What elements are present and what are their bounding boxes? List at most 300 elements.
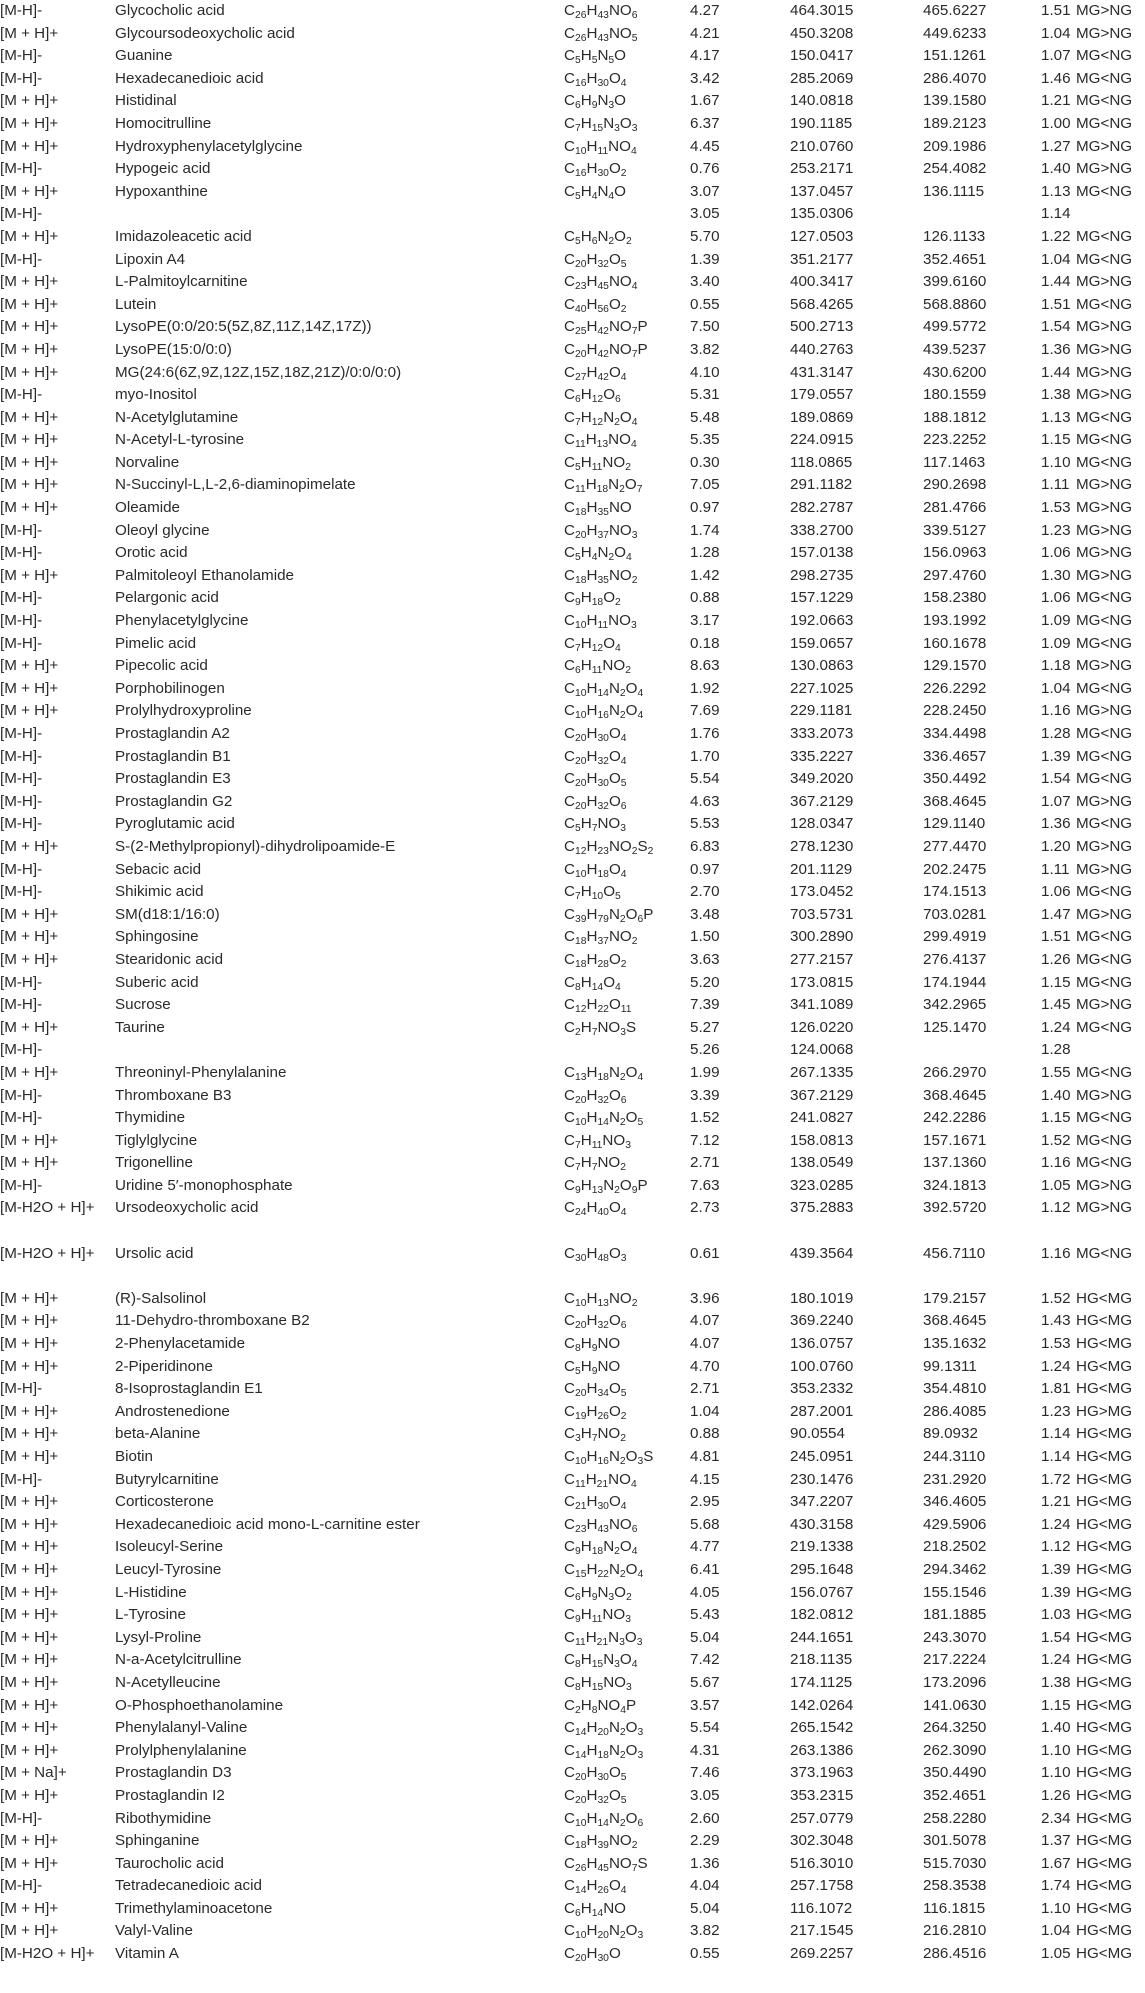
ion-cell: [M + H]+ (0, 273, 59, 291)
retention-time: 4.10 (690, 363, 720, 381)
retention-time: 0.88 (690, 589, 720, 607)
mz-value: 440.2763 (790, 340, 854, 358)
mz-value: 124.0068 (790, 1041, 854, 1059)
comparison: MG>NG (1076, 996, 1133, 1014)
formula-cell: $C_{20}H_{34}O_5$ (564, 1380, 627, 1400)
formula-cell: $C_7H_{11}NO_3$ (564, 1131, 631, 1151)
formula-cell: $C_{10}H_{11}NO_3$ (564, 612, 637, 631)
table-row (0, 520, 1145, 543)
formula-cell: $C_6H_9N_3O$ (564, 92, 626, 112)
comparison: MG<NG (1076, 295, 1133, 313)
mz-value: 439.3564 (790, 1244, 854, 1262)
mass-value: 352.4651 (923, 250, 987, 268)
retention-time: 3.63 (690, 950, 720, 968)
mass-value: 286.4085 (923, 1402, 987, 1420)
fold-change: 1.45 (1041, 996, 1071, 1014)
comparison: MG<NG (1076, 1154, 1133, 1172)
comparison: MG>NG (1076, 137, 1133, 155)
table-row (0, 700, 1145, 723)
comparison: HG<MG (1076, 1673, 1133, 1691)
fold-change: 1.40 (1041, 1086, 1071, 1104)
formula-cell: $C_{16}H_{30}O_4$ (564, 69, 627, 89)
formula-cell: $C_9H_{13}N_2O_9P$ (564, 1176, 648, 1196)
fold-change: 1.10 (1041, 1764, 1071, 1782)
table-row (0, 791, 1145, 814)
formula-cell: $C_7H_7NO_2$ (564, 1154, 626, 1174)
retention-time: 2.71 (690, 1380, 720, 1398)
fold-change: 1.23 (1041, 521, 1071, 539)
ion-cell: [M + H]+ (0, 1402, 59, 1420)
fold-change: 1.54 (1041, 770, 1071, 788)
mz-value: 277.2157 (790, 950, 854, 968)
mz-value: 300.2890 (790, 928, 854, 946)
ion-cell: [M + H]+ (0, 476, 59, 494)
mass-value: 368.4645 (923, 792, 987, 810)
ion-cell: [M-H]- (0, 1809, 43, 1827)
comparison: MG>NG (1076, 657, 1133, 675)
ion-cell: [M-H]- (0, 747, 43, 765)
metabolite-name: Trimethylaminoacetone (115, 1899, 273, 1917)
ion-cell: [M-H]- (0, 589, 43, 607)
comparison: MG>NG (1076, 160, 1133, 178)
mass-value: 179.2157 (923, 1289, 987, 1307)
comparison: MG>NG (1076, 386, 1133, 404)
mz-value: 159.0657 (790, 634, 854, 652)
mass-value: 231.2920 (923, 1470, 987, 1488)
mass-value: 125.1470 (923, 1018, 987, 1036)
mass-value: 126.1133 (923, 227, 986, 245)
fold-change: 1.04 (1041, 1922, 1071, 1940)
mass-value: 299.4919 (923, 928, 987, 946)
fold-change: 1.09 (1041, 634, 1071, 652)
mass-value: 181.1885 (923, 1606, 987, 1624)
retention-time: 3.57 (690, 1696, 720, 1714)
table-row (0, 1649, 1145, 1672)
retention-time: 4.05 (690, 1583, 720, 1601)
mz-value: 180.1019 (790, 1289, 854, 1307)
retention-time: 4.81 (690, 1448, 720, 1465)
fold-change: 1.10 (1041, 453, 1071, 471)
retention-time: 6.37 (690, 114, 720, 132)
retention-time: 4.07 (690, 1312, 720, 1330)
mz-value: 353.2315 (790, 1786, 854, 1804)
retention-time: 4.15 (690, 1470, 720, 1488)
table-row (0, 1062, 1145, 1085)
formula-cell: $C_7H_{10}O_5$ (564, 883, 621, 903)
fold-change: 1.10 (1041, 1741, 1071, 1759)
retention-time: 0.76 (690, 160, 720, 178)
comparison: HG<MG (1076, 1515, 1133, 1533)
comparison: MG>NG (1076, 363, 1133, 381)
comparison: HG<MG (1076, 1899, 1133, 1917)
ion-cell: [M-H]- (0, 1176, 43, 1194)
fold-change: 1.07 (1041, 792, 1071, 810)
retention-time: 4.45 (690, 137, 720, 155)
mass-value: 188.1812 (923, 408, 987, 426)
retention-time: 1.50 (690, 928, 720, 946)
metabolite-name: Butyrylcarnitine (115, 1470, 219, 1488)
fold-change: 1.28 (1041, 1041, 1071, 1059)
table-row (0, 1785, 1145, 1808)
mass-value: 157.1671 (923, 1131, 987, 1149)
ion-cell: [M + H]+ (0, 1560, 59, 1578)
ion-cell: [M + H]+ (0, 92, 59, 110)
comparison: MG<NG (1076, 883, 1133, 901)
retention-time: 5.43 (690, 1606, 720, 1624)
ion-cell: [M-H]- (0, 860, 43, 878)
table-row (0, 136, 1145, 159)
retention-time: 7.50 (690, 318, 720, 336)
mass-value: 258.2280 (923, 1809, 987, 1827)
mz-value: 351.2177 (790, 250, 854, 268)
mz-value: 179.0557 (790, 386, 854, 404)
ion-cell: [M-H2O + H]+ (0, 1244, 95, 1262)
table-row (0, 316, 1145, 339)
table-row (0, 384, 1145, 407)
fold-change: 1.23 (1041, 1402, 1071, 1420)
fold-change: 1.06 (1041, 544, 1071, 562)
fold-change: 1.06 (1041, 883, 1071, 901)
ion-cell: [M + H]+ (0, 679, 59, 697)
retention-time: 3.48 (690, 905, 720, 923)
comparison: MG>NG (1076, 24, 1133, 42)
mz-value: 269.2257 (790, 1945, 854, 1963)
ion-cell: [M + H]+ (0, 137, 59, 155)
formula-cell: $C_{10}H_{14}N_2O_5$ (564, 1109, 644, 1128)
mass-value: 350.4490 (923, 1764, 987, 1782)
comparison: MG<NG (1076, 679, 1133, 697)
mz-value: 227.1025 (790, 679, 854, 697)
formula-cell: $C_{26}H_{43}NO_6$ (564, 2, 638, 21)
mass-value: 281.4766 (923, 499, 987, 517)
formula-cell: $C_{20}H_{32}O_5$ (564, 1786, 627, 1806)
mz-value: 137.0457 (790, 182, 854, 200)
mass-value: 129.1140 (923, 815, 986, 833)
fold-change: 1.11 (1041, 860, 1070, 878)
formula-cell: $C_8H_{14}O_4$ (564, 973, 621, 993)
mass-value: 368.4645 (923, 1086, 987, 1104)
ion-cell: [M + H]+ (0, 1854, 59, 1872)
comparison: HG<MG (1076, 1493, 1133, 1511)
table-row (0, 1130, 1145, 1153)
formula-cell: $C_{20}H_{32}O_6$ (564, 792, 627, 812)
ion-cell: [M + H]+ (0, 1063, 59, 1081)
retention-time: 1.74 (690, 521, 720, 539)
mz-value: 400.3417 (790, 273, 854, 291)
table-row (0, 1875, 1145, 1898)
formula-cell: $C_3H_7NO_2$ (564, 1425, 626, 1445)
formula-cell: $C_6H_{12}O_6$ (564, 386, 621, 405)
fold-change: 1.15 (1041, 973, 1071, 991)
mass-value: 174.1944 (923, 973, 987, 991)
mz-value: 241.0827 (790, 1109, 854, 1127)
mz-value: 369.2240 (790, 1312, 854, 1330)
metabolite-name: Valyl-Valine (115, 1922, 193, 1940)
formula-cell: $C_7H_{12}N_2O_4$ (564, 408, 638, 428)
comparison: MG<NG (1076, 453, 1133, 471)
fold-change: 1.15 (1041, 1109, 1071, 1127)
ion-cell: [M-H]- (0, 996, 43, 1014)
table-row (0, 1672, 1145, 1695)
mass-value: 209.1986 (923, 137, 987, 155)
metabolite-name: 11-Dehydro-thromboxane B2 (115, 1312, 310, 1330)
fold-change: 1.44 (1041, 363, 1071, 381)
metabolite-name: beta-Alanine (115, 1425, 201, 1443)
comparison: HG>MG (1076, 1402, 1133, 1420)
formula-cell: $C_{11}H_{18}N_2O_7$ (564, 476, 643, 496)
retention-time: 1.04 (690, 1402, 720, 1420)
table-row (0, 1310, 1145, 1333)
comparison: MG>NG (1076, 702, 1133, 720)
table-row (0, 1830, 1145, 1853)
metabolite-name: Hydroxyphenylacetylglycine (115, 137, 303, 155)
comparison: MG>NG (1076, 2, 1133, 19)
mass-value: 218.2502 (923, 1538, 987, 1556)
table-row (0, 181, 1145, 204)
mass-value: 465.6227 (923, 2, 987, 19)
mz-value: 173.0815 (790, 973, 854, 991)
formula-cell: $C_8H_{15}N_3O_4$ (564, 1651, 638, 1671)
retention-time: 2.70 (690, 883, 720, 901)
fold-change: 1.52 (1041, 1131, 1071, 1149)
fold-change: 1.13 (1041, 408, 1071, 426)
mz-value: 229.1181 (790, 702, 853, 720)
ion-cell: [M + H]+ (0, 1131, 59, 1149)
comparison: HG<MG (1076, 1289, 1133, 1307)
metabolite-name: Hypoxanthine (115, 182, 208, 200)
retention-time: 7.12 (690, 1131, 720, 1149)
formula-cell: $C_{20}H_{32}O_6$ (564, 1312, 627, 1332)
mass-value: 290.2698 (923, 476, 987, 494)
retention-time: 1.70 (690, 747, 720, 765)
ion-cell: [M + H]+ (0, 363, 59, 381)
formula-cell: $C_{24}H_{40}O_4$ (564, 1199, 627, 1219)
ion-cell: [M-H]- (0, 160, 43, 178)
formula-cell: $C_{30}H_{48}O_3$ (564, 1244, 627, 1264)
fold-change: 1.39 (1041, 747, 1071, 765)
mass-value: 324.1813 (923, 1176, 987, 1194)
mass-value: 368.4645 (923, 1312, 987, 1330)
metabolite-name: LysoPE(0:0/20:5(5Z,8Z,11Z,14Z,17Z)) (115, 318, 372, 336)
table-row (0, 1604, 1145, 1627)
fold-change: 1.51 (1041, 928, 1071, 946)
mass-value: 286.4070 (923, 69, 987, 87)
retention-time: 4.70 (690, 1357, 720, 1375)
formula-cell: $C_5H_9NO$ (564, 1357, 621, 1377)
comparison: MG>NG (1076, 521, 1133, 539)
comparison: MG<NG (1076, 1131, 1133, 1149)
fold-change: 1.16 (1041, 702, 1071, 720)
ion-cell: [M + H]+ (0, 408, 59, 426)
comparison: HG<MG (1076, 1922, 1133, 1940)
metabolite-name: Imidazoleacetic acid (115, 227, 252, 245)
fold-change: 1.39 (1041, 1583, 1071, 1601)
fold-change: 1.11 (1041, 476, 1070, 494)
table-row (0, 1695, 1145, 1718)
retention-time: 5.35 (690, 431, 720, 449)
fold-change: 1.24 (1041, 1651, 1071, 1669)
mz-value: 218.1135 (790, 1651, 853, 1669)
table-row (0, 90, 1145, 113)
metabolite-name: Pelargonic acid (115, 589, 219, 607)
fold-change: 1.04 (1041, 24, 1071, 42)
ion-cell: [M + H]+ (0, 702, 59, 720)
mass-value: 244.3110 (923, 1448, 986, 1465)
comparison: MG>NG (1076, 318, 1133, 336)
mz-value: 173.0452 (790, 883, 854, 901)
metabolite-name: Sebacic acid (115, 860, 202, 878)
metabolite-name: Thromboxane B3 (115, 1086, 232, 1104)
mz-value: 323.0285 (790, 1176, 854, 1194)
formula-cell: $C_{20}H_{30}O_5$ (564, 770, 627, 790)
comparison: HG<MG (1076, 1606, 1133, 1624)
fold-change: 2.34 (1041, 1809, 1071, 1827)
comparison: MG>NG (1076, 792, 1133, 810)
comparison: HG<MG (1076, 1651, 1133, 1669)
metabolite-name: 2-Piperidinone (115, 1357, 213, 1375)
metabolite-name: Androstenedione (115, 1402, 230, 1420)
fold-change: 1.55 (1041, 1063, 1071, 1081)
table-row (0, 1943, 1145, 1988)
comparison: MG<NG (1076, 1109, 1133, 1127)
fold-change: 1.38 (1041, 1673, 1071, 1691)
retention-time: 7.46 (690, 1764, 720, 1782)
table-row (0, 723, 1145, 746)
fold-change: 1.06 (1041, 589, 1071, 607)
table-row (0, 1559, 1145, 1582)
comparison: MG<NG (1076, 1018, 1133, 1036)
fold-change: 1.07 (1041, 47, 1071, 65)
ion-cell: [M + H]+ (0, 950, 59, 968)
fold-change: 1.15 (1041, 431, 1071, 449)
ion-cell: [M + H]+ (0, 1628, 59, 1646)
table-row (0, 1243, 1145, 1288)
metabolite-name: N-Acetylleucine (115, 1673, 221, 1691)
comparison: MG>NG (1076, 544, 1133, 562)
fold-change: 1.54 (1041, 318, 1071, 336)
table-row (0, 362, 1145, 385)
comparison: MG>NG (1076, 1199, 1133, 1217)
fold-change: 1.16 (1041, 1244, 1071, 1262)
comparison: MG>NG (1076, 566, 1133, 584)
comparison: MG<NG (1076, 431, 1133, 449)
mz-value: 230.1476 (790, 1470, 854, 1488)
table-row (0, 1107, 1145, 1130)
fold-change: 1.74 (1041, 1877, 1071, 1895)
fold-change: 1.15 (1041, 1696, 1071, 1714)
formula-cell: $C_{26}H_{43}NO_5$ (564, 24, 638, 44)
retention-time: 5.04 (690, 1628, 720, 1646)
fold-change: 1.21 (1041, 1493, 1071, 1511)
table-row (0, 339, 1145, 362)
metabolite-name: Phenylalanyl-Valine (115, 1719, 248, 1737)
metabolite-name: Sphinganine (115, 1832, 200, 1850)
mass-value: 226.2292 (923, 679, 987, 697)
mz-value: 201.1129 (790, 860, 853, 878)
metabolite-name: Prolylphenylalanine (115, 1741, 247, 1759)
formula-cell: $C_9H_{18}O_2$ (564, 589, 621, 609)
fold-change: 1.21 (1041, 92, 1071, 110)
mz-value: 287.2001 (790, 1402, 854, 1420)
formula-cell: $C_{11}H_{13}NO_4$ (564, 431, 637, 451)
mass-value: 141.0630 (923, 1696, 987, 1714)
comparison: MG<NG (1076, 250, 1133, 268)
retention-time: 7.05 (690, 476, 720, 494)
retention-time: 4.27 (690, 2, 720, 19)
retention-time: 4.63 (690, 792, 720, 810)
table-row (0, 68, 1145, 91)
mz-value: 253.2171 (790, 160, 854, 178)
ion-cell: [M + H]+ (0, 928, 59, 946)
ion-cell: [M + Na]+ (0, 1764, 67, 1782)
formula-cell: $C_6H_9N_3O_2$ (564, 1583, 632, 1603)
formula-cell: $C_{10}H_{14}N_2O_6$ (564, 1809, 644, 1829)
mz-value: 90.0554 (790, 1425, 845, 1443)
ion-cell: [M-H]- (0, 770, 43, 788)
formula-cell: $C_5H_4N_4O$ (564, 182, 626, 202)
fold-change: 1.81 (1041, 1380, 1071, 1398)
metabolite-name: Lutein (115, 295, 157, 313)
mz-value: 138.0549 (790, 1154, 854, 1172)
formula-cell: $C_{21}H_{30}O_4$ (564, 1493, 627, 1513)
table-row (0, 249, 1145, 272)
fold-change: 1.36 (1041, 340, 1071, 358)
table-row (0, 1536, 1145, 1559)
comparison: MG<NG (1076, 92, 1133, 110)
mz-value: 341.1089 (790, 996, 854, 1014)
table-row (0, 542, 1145, 565)
comparison: HG<MG (1076, 1357, 1133, 1375)
table-row (0, 271, 1145, 294)
mz-value: 367.2129 (790, 1086, 854, 1104)
retention-time: 0.97 (690, 860, 720, 878)
mz-value: 150.0417 (790, 47, 854, 65)
retention-time: 3.39 (690, 1086, 720, 1104)
table-row (0, 294, 1145, 317)
formula-cell: $C_8H_{15}NO_3$ (564, 1673, 632, 1693)
fold-change: 1.10 (1041, 1899, 1071, 1917)
fold-change: 1.05 (1041, 1945, 1071, 1963)
retention-time: 2.29 (690, 1832, 720, 1850)
metabolite-name: Trigonelline (115, 1154, 193, 1172)
fold-change: 1.39 (1041, 1560, 1071, 1578)
mass-value: 264.3250 (923, 1719, 987, 1737)
metabolite-name: Hypogeic acid (115, 160, 211, 178)
table-row (0, 1491, 1145, 1514)
table-row (0, 949, 1145, 972)
metabolite-name: Palmitoleoyl Ethanolamide (115, 566, 294, 584)
metabolite-name: Hexadecanedioic acid (115, 69, 264, 87)
table-row (0, 1808, 1145, 1831)
ion-cell: [M + H]+ (0, 295, 59, 313)
formula-cell: $C_5H_7NO_3$ (564, 815, 626, 835)
formula-cell: $C_6H_{14}NO$ (564, 1899, 626, 1919)
ion-cell: [M-H]- (0, 205, 43, 223)
mz-value: 278.1230 (790, 837, 854, 855)
formula-cell: $C_{20}H_{30}O_4$ (564, 725, 627, 744)
comparison: HG<MG (1076, 1877, 1133, 1895)
formula-cell: $C_9H_{18}N_2O_4$ (564, 1538, 638, 1558)
mz-value: 353.2332 (790, 1380, 854, 1398)
table-row (0, 203, 1145, 226)
table-row (0, 158, 1145, 181)
fold-change: 1.72 (1041, 1470, 1071, 1488)
table-row (0, 1288, 1145, 1311)
mz-value: 267.1335 (790, 1063, 854, 1081)
table-row (0, 768, 1145, 791)
fold-change: 1.20 (1041, 837, 1071, 855)
fold-change: 1.14 (1041, 1425, 1071, 1443)
